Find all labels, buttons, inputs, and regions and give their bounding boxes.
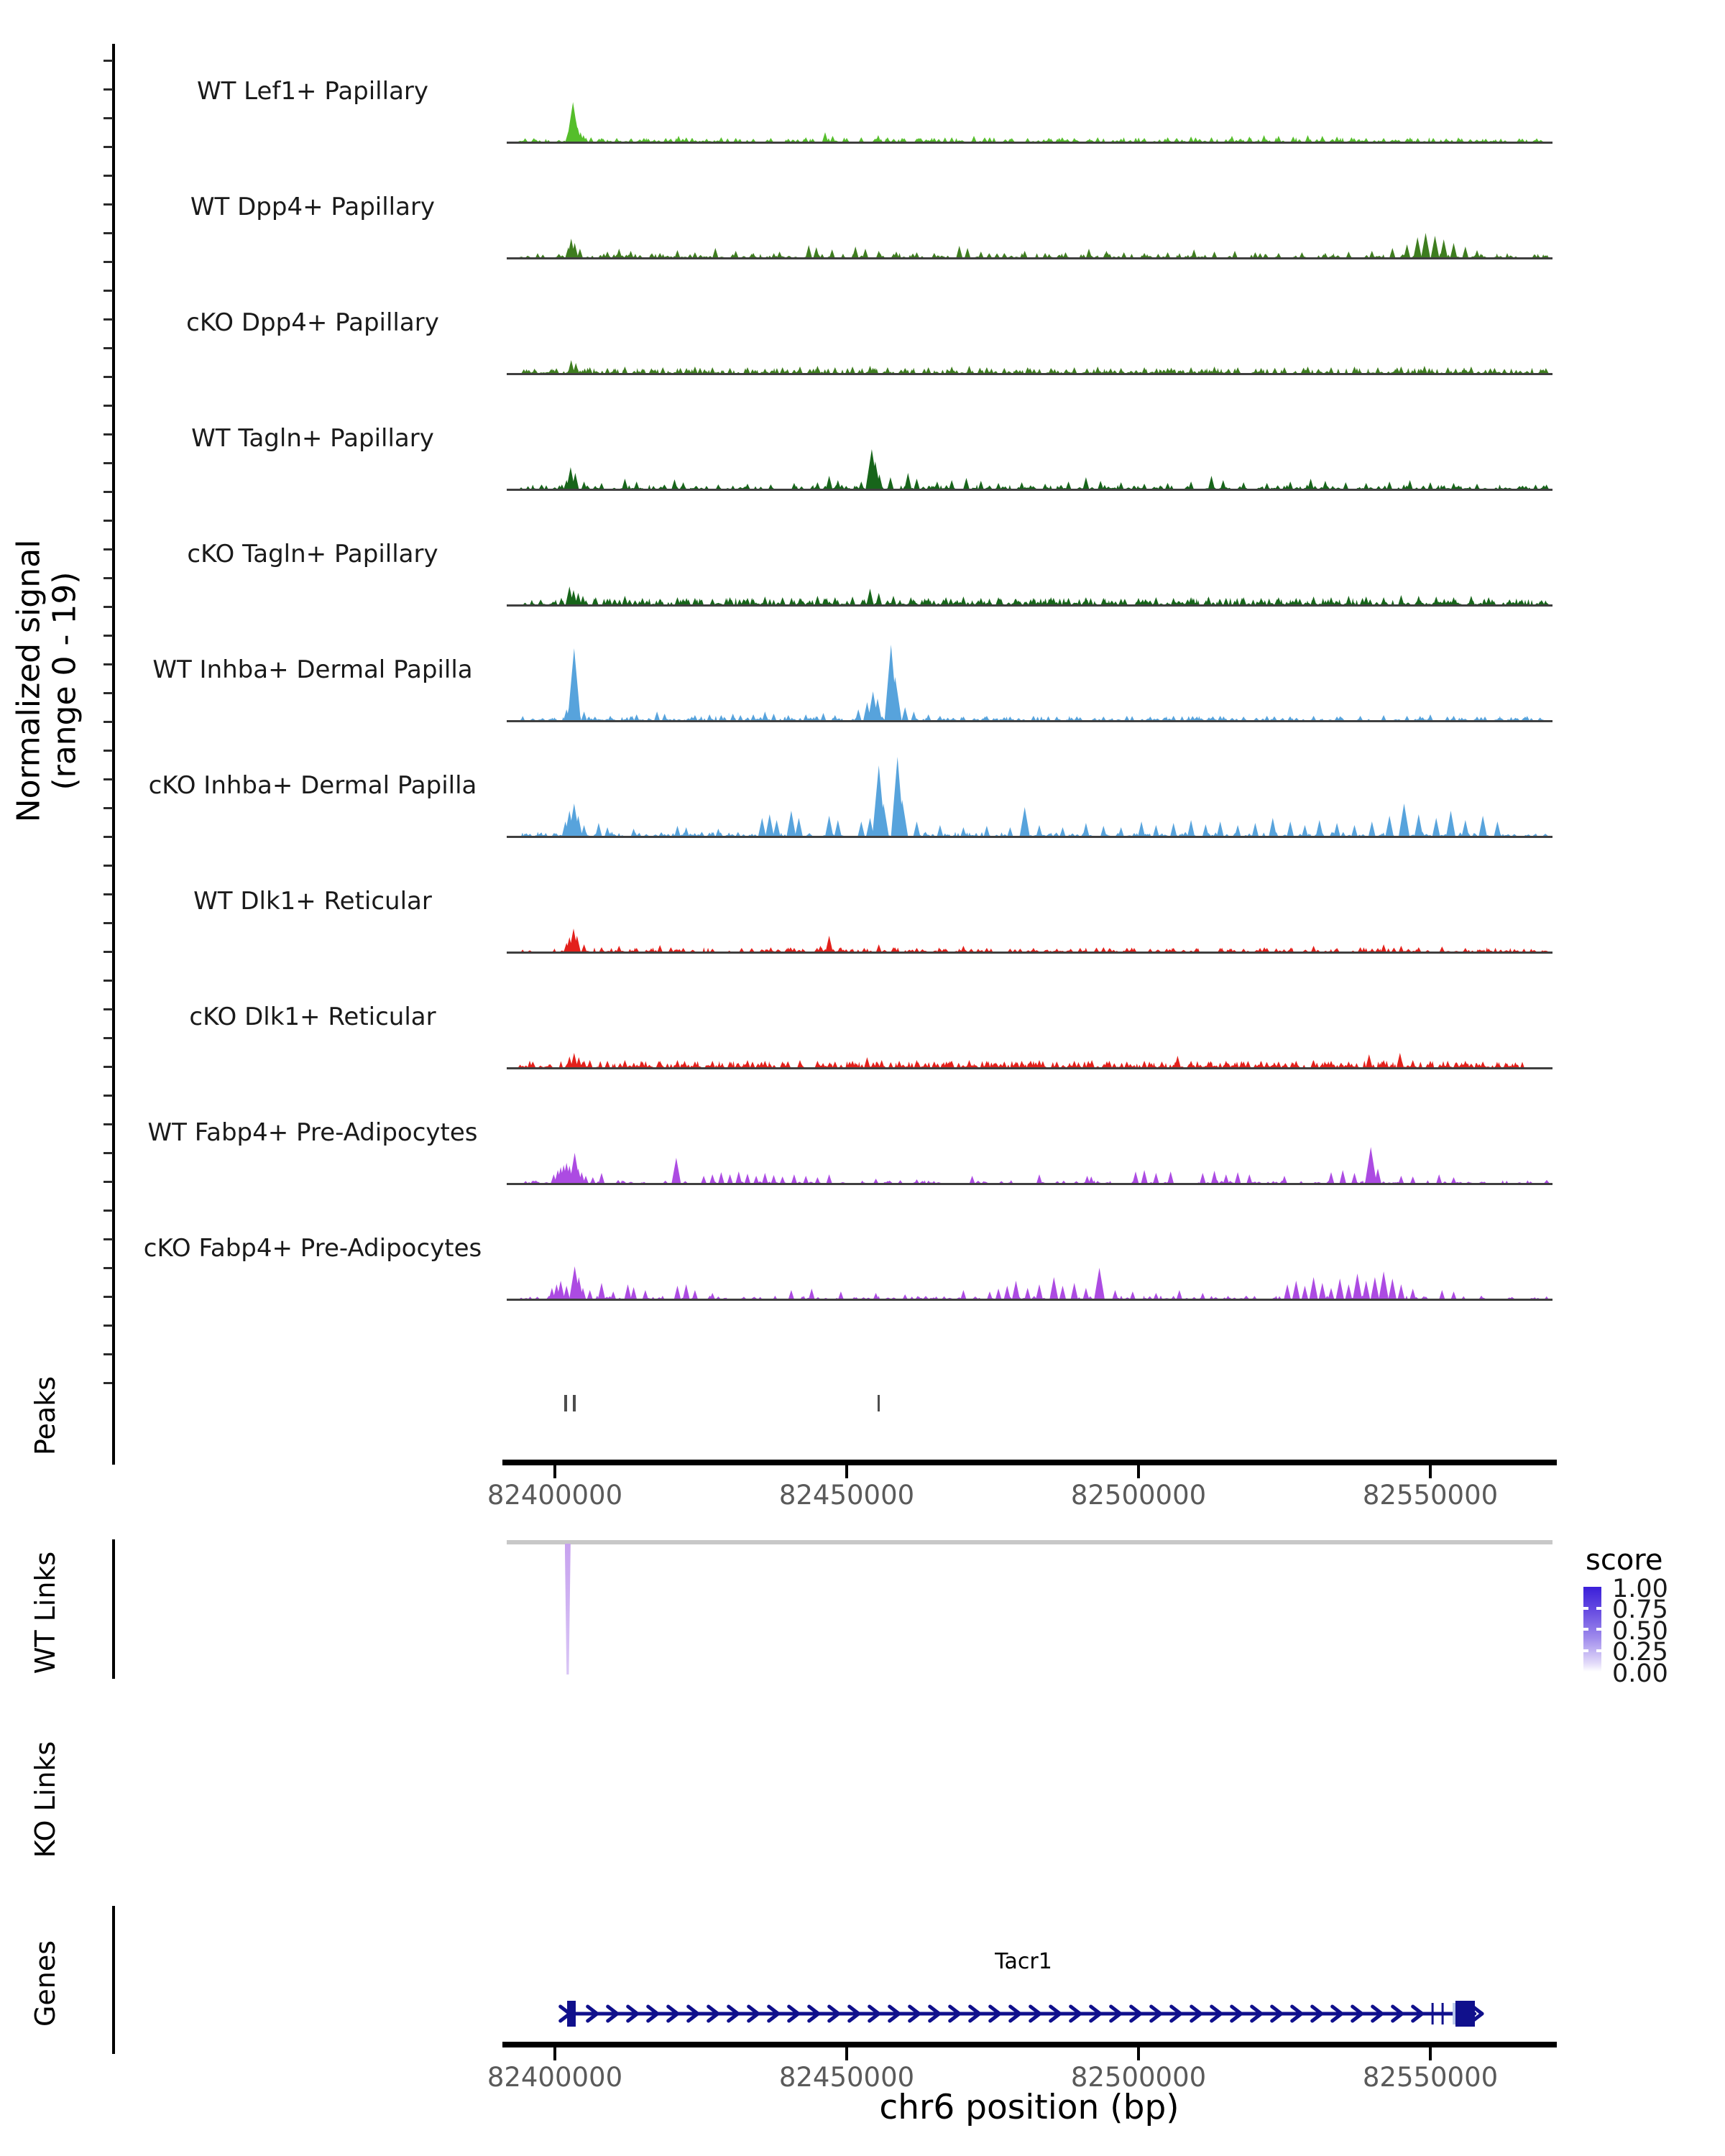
x-axis-tick-label: 82400000 <box>487 1480 623 1511</box>
genes-section-label: Genes <box>29 1940 61 2027</box>
signal-axis-tick <box>104 1095 113 1097</box>
signal-axis-tick <box>104 577 113 579</box>
wt-links-axis-spine <box>112 1539 115 1679</box>
signal-axis-tick <box>104 836 113 838</box>
score-legend-notch <box>1583 1607 1588 1610</box>
signal-axis-tick <box>104 1181 113 1183</box>
y-axis-label-line2: (range 0 - 19) <box>46 571 83 791</box>
track-label-7: cKO Inhba+ Dermal Papilla <box>148 771 477 800</box>
signal-axis-tick <box>104 376 113 378</box>
signal-axis-tick <box>104 290 113 292</box>
signal-axis-tick <box>104 750 113 752</box>
x-axis-tick <box>845 1465 848 1478</box>
signal-axis-tick <box>104 520 113 522</box>
x-axis-label: chr6 position (bp) <box>879 2088 1179 2127</box>
signal-track-1 <box>507 49 1552 144</box>
score-legend-notch <box>1583 1649 1588 1652</box>
peaks-axis-spine <box>112 1367 115 1465</box>
signal-axis-tick <box>104 60 113 62</box>
signal-axis-tick <box>104 1210 113 1212</box>
score-legend-notch <box>1596 1607 1601 1610</box>
y-axis-label-line1: Normalized signal <box>10 539 47 823</box>
signal-track-6 <box>507 627 1552 722</box>
x-axis-tick-label: 82450000 <box>778 1480 915 1511</box>
signal-axis-tick <box>104 462 113 464</box>
signal-track-2 <box>507 165 1552 259</box>
signal-track-8 <box>507 859 1552 954</box>
x-axis-line <box>502 2042 1557 2047</box>
signal-axis-tick <box>104 347 113 349</box>
ko-links-section-label: KO Links <box>29 1741 61 1858</box>
signal-axis-tick <box>104 1037 113 1039</box>
signal-axis-tick <box>104 951 113 953</box>
peak-mark <box>573 1395 576 1411</box>
signal-axis-tick <box>104 1325 113 1327</box>
gene-name-tacr1: Tacr1 <box>995 1949 1052 1974</box>
track-label-1: WT Lef1+ Papillary <box>196 77 429 106</box>
signal-axis-tick <box>104 491 113 493</box>
x-axis-tick-label: 82550000 <box>1362 2062 1499 2093</box>
x-axis-tick <box>1429 2047 1432 2060</box>
signal-axis-tick <box>104 232 113 234</box>
signal-axis-tick <box>104 117 113 119</box>
x-axis-tick-label: 82450000 <box>778 2062 915 2093</box>
track-label-6: WT Inhba+ Dermal Papilla <box>152 655 473 684</box>
signal-axis-tick <box>104 980 113 982</box>
score-tick-0.50: 0.50 <box>1612 1617 1668 1646</box>
score-legend-title: score <box>1586 1544 1663 1577</box>
track-label-2: WT Dpp4+ Papillary <box>190 193 436 221</box>
x-axis-tick <box>1137 1465 1140 1478</box>
signal-axis-tick <box>104 721 113 723</box>
signal-axis-tick <box>104 146 113 148</box>
x-axis-tick <box>845 2047 848 2060</box>
track-label-5: cKO Tagln+ Papillary <box>187 540 438 568</box>
signal-axis-tick <box>104 1066 113 1068</box>
score-tick-0.00: 0.00 <box>1612 1659 1668 1688</box>
signal-track-4 <box>507 396 1552 491</box>
signal-axis-tick <box>104 1152 113 1154</box>
signal-axis-tick <box>104 1353 113 1355</box>
x-axis-tick <box>1137 2047 1140 2060</box>
score-legend-notch <box>1596 1628 1601 1631</box>
signal-track-10 <box>507 1090 1552 1185</box>
x-axis-tick <box>553 1465 556 1478</box>
signal-track-11 <box>507 1206 1552 1301</box>
track-label-11: cKO Fabp4+ Pre-Adipocytes <box>143 1234 482 1263</box>
x-axis-tick-label: 82500000 <box>1070 1480 1207 1511</box>
track-label-3: cKO Dpp4+ Papillary <box>186 308 439 337</box>
signal-axis-tick <box>104 261 113 263</box>
peak-mark <box>878 1395 880 1411</box>
x-axis-line <box>502 1460 1557 1465</box>
wt-link-arc <box>565 1544 571 1674</box>
score-legend-notch <box>1596 1649 1601 1652</box>
score-legend-notch <box>1583 1628 1588 1631</box>
x-axis-tick-label: 82400000 <box>487 2062 623 2093</box>
signal-axis-tick <box>104 405 113 407</box>
signal-axis-tick <box>104 807 113 809</box>
signal-axis-tick <box>104 635 113 637</box>
wt-links-section-label: WT Links <box>29 1551 61 1674</box>
signal-track-9 <box>507 975 1552 1069</box>
gene-model-tacr1 <box>507 1986 1563 2041</box>
signal-axis-tick <box>104 175 113 177</box>
signal-axis-tick <box>104 606 113 608</box>
wt-links-baseline <box>507 1540 1552 1544</box>
genes-axis-spine <box>112 1906 115 2054</box>
signal-track-3 <box>507 280 1552 375</box>
score-tick-0.75: 0.75 <box>1612 1595 1668 1624</box>
x-axis-tick-label: 82500000 <box>1070 2062 1207 2093</box>
score-tick-0.25: 0.25 <box>1612 1638 1668 1667</box>
signal-track-7 <box>507 743 1552 838</box>
x-axis-tick <box>1429 1465 1432 1478</box>
track-label-9: cKO Dlk1+ Reticular <box>189 1003 436 1031</box>
score-tick-1.00: 1.00 <box>1612 1575 1668 1603</box>
signal-axis-tick <box>104 922 113 924</box>
signal-axis-tick <box>104 1267 113 1269</box>
track-label-8: WT Dlk1+ Reticular <box>193 887 432 916</box>
track-label-4: WT Tagln+ Papillary <box>191 424 434 453</box>
signal-track-5 <box>507 512 1552 607</box>
x-axis-tick-label: 82550000 <box>1362 1480 1499 1511</box>
peaks-section-label: Peaks <box>29 1376 61 1456</box>
signal-axis-tick <box>104 692 113 694</box>
peak-mark <box>564 1395 567 1411</box>
x-axis-tick <box>553 2047 556 2060</box>
signal-axis-tick <box>104 865 113 867</box>
track-label-10: WT Fabp4+ Pre-Adipocytes <box>147 1118 478 1147</box>
signal-axis-tick <box>104 1296 113 1298</box>
